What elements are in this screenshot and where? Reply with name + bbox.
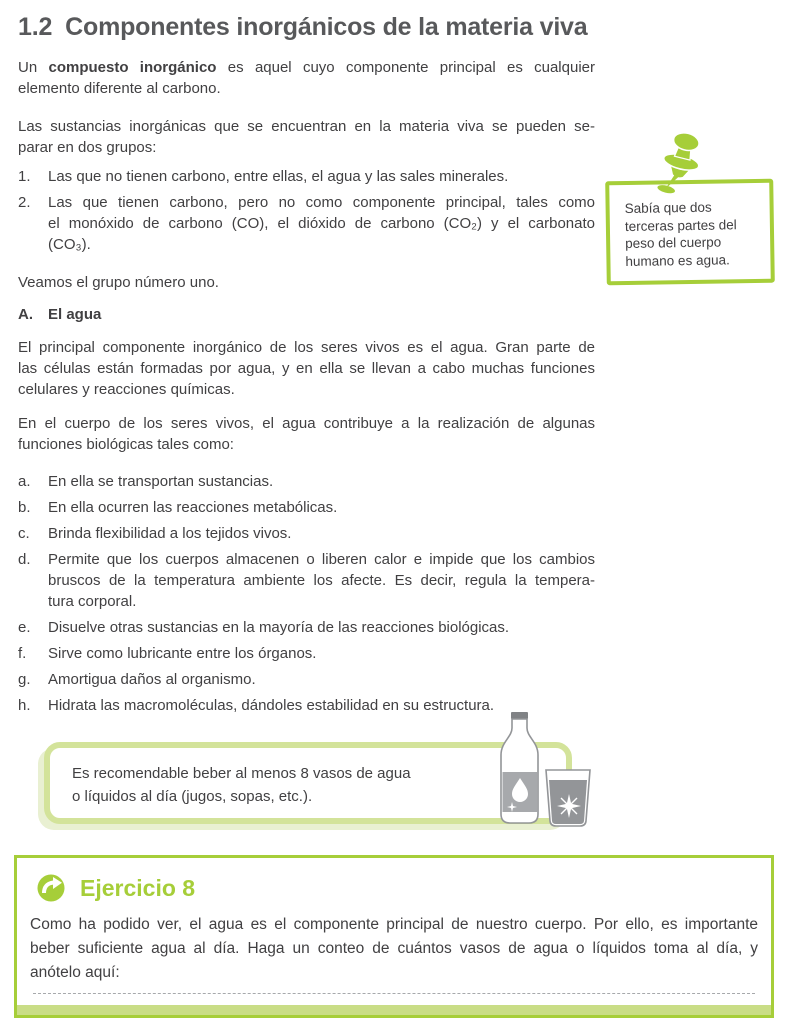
callout-text: Es recomendable beber al menos 8 vasos de agua o líquidos al día (jugos, sopas, etc.). xyxy=(72,765,411,805)
subsection-title: El agua xyxy=(48,306,102,323)
exercise-paragraph xyxy=(30,913,758,985)
text-line: funciones biológicas tales como: xyxy=(18,436,234,453)
exercise-box xyxy=(14,855,774,1018)
text-line: El principal componente inorgánico de los seres vivos es el agua. Gran parte de xyxy=(18,339,595,356)
intro-paragraph-2 xyxy=(18,116,595,158)
text-line: Permite que los cuerpos almacenen o liberen calor e impide que los cambios xyxy=(48,551,595,568)
list-marker: c. xyxy=(18,525,30,542)
exercise-title: Ejercicio 8 xyxy=(80,874,196,901)
circular-arrow-icon xyxy=(37,874,65,902)
list-marker: a. xyxy=(18,473,31,490)
intro-paragraph-1 xyxy=(18,57,595,99)
text-line: Las que tienen carbono, pero no como componente principal, tales como xyxy=(48,194,595,211)
text-line: Como ha podido ver, el agua es el componente principal de nuestro cuerpo. Por ello, es importante xyxy=(30,916,758,933)
text-line: las células están formadas por agua, y en ella se llevan a cabo muchas funciones xyxy=(18,360,595,377)
water-bottle-and-glass-icon xyxy=(450,712,600,834)
text-run: es aquel cuyo componente principal es cualquier xyxy=(216,59,595,76)
list-item-text: Sirve como lubricante entre los órganos. xyxy=(48,645,317,662)
answer-line xyxy=(33,993,755,994)
pushpin-icon xyxy=(642,130,720,196)
water-paragraph-1 xyxy=(18,337,595,400)
list-item-text xyxy=(48,166,595,187)
text-line: bruscos de la temperatura ambiente los afecte. Es decir, regula la tempera- xyxy=(48,572,595,589)
section-title xyxy=(18,10,595,44)
list-item-a xyxy=(18,471,595,492)
text-line: parar en dos grupos: xyxy=(18,139,157,156)
list-item-g xyxy=(18,669,595,690)
text-line: Las sustancias inorgánicas que se encuentran en la materia viva se pueden se- xyxy=(18,118,595,135)
note-text: Sabía que dos terceras partes del peso del cuerpo humano es agua. xyxy=(624,199,737,269)
text-line: el monóxido de carbono (CO), el dióxido de carbono (CO₂) y el carbonato xyxy=(48,215,595,232)
list-marker: f. xyxy=(18,645,27,662)
list-item-text: Amortigua daños al organismo. xyxy=(48,671,256,688)
list-item-text: En ella se transportan sustancias. xyxy=(48,473,274,490)
list-item-text xyxy=(48,192,595,255)
list-marker: g. xyxy=(18,671,31,688)
list-item-text: En ella ocurren las reacciones metabólicas. xyxy=(48,499,338,516)
exercise-bottom-band xyxy=(17,1005,771,1015)
list-item-1 xyxy=(18,166,595,187)
list-item-f xyxy=(18,643,595,664)
subsection-heading xyxy=(18,304,595,325)
text-line xyxy=(18,57,595,78)
numbered-list xyxy=(18,166,595,255)
list-item-text: Hidrata las macromoléculas, dándoles estabilidad en su estructura. xyxy=(48,697,495,714)
text-line: tura corporal. xyxy=(48,593,137,610)
list-marker: b. xyxy=(18,499,31,516)
list-item-c xyxy=(18,523,595,544)
text-run: Un xyxy=(18,59,49,76)
subsection-marker: A. xyxy=(18,306,33,323)
list-item-text xyxy=(48,549,595,612)
list-marker: 2. xyxy=(18,194,31,211)
list-item-b xyxy=(18,497,595,518)
functions-list xyxy=(18,471,595,716)
text-line: elemento diferente al carbono. xyxy=(18,80,221,97)
text-line: Las que no tienen carbono, entre ellas, el agua y las sales minerales. xyxy=(48,168,509,185)
text-line: anótelo aquí: xyxy=(30,964,120,981)
list-marker: h. xyxy=(18,697,31,714)
list-marker: e. xyxy=(18,619,31,636)
transition-paragraph xyxy=(18,272,595,293)
text-line: Veamos el grupo número uno. xyxy=(18,274,219,291)
section-number: 1.2 xyxy=(18,13,53,41)
list-marker: 1. xyxy=(18,168,31,185)
bold-term: compuesto inorgánico xyxy=(48,59,217,76)
main-text-column xyxy=(18,10,595,716)
text-line: (CO₃). xyxy=(48,236,91,253)
list-item-d xyxy=(18,549,595,612)
water-paragraph-2 xyxy=(18,413,595,455)
text-line: celulares y reacciones químicas. xyxy=(18,381,235,398)
list-item-text: Disuelve otras sustancias en la mayoría de las reacciones biológicas. xyxy=(48,619,510,636)
recommendation-callout xyxy=(44,742,572,824)
exercise-header xyxy=(37,874,195,902)
list-item-2 xyxy=(18,192,595,255)
list-marker: d. xyxy=(18,551,31,568)
section-title-text: Componentes inorgánicos de la materia viva xyxy=(65,13,588,41)
list-item-e xyxy=(18,617,595,638)
did-you-know-note xyxy=(606,130,774,284)
list-item-text: Brinda flexibilidad a los tejidos vivos. xyxy=(48,525,292,542)
text-line: En el cuerpo de los seres vivos, el agua contribuye a la realización de algunas xyxy=(18,415,595,432)
text-line: beber suficiente agua al día. Haga un conteo de cuántos vasos de agua o líquidos toma al día, y xyxy=(30,940,758,957)
